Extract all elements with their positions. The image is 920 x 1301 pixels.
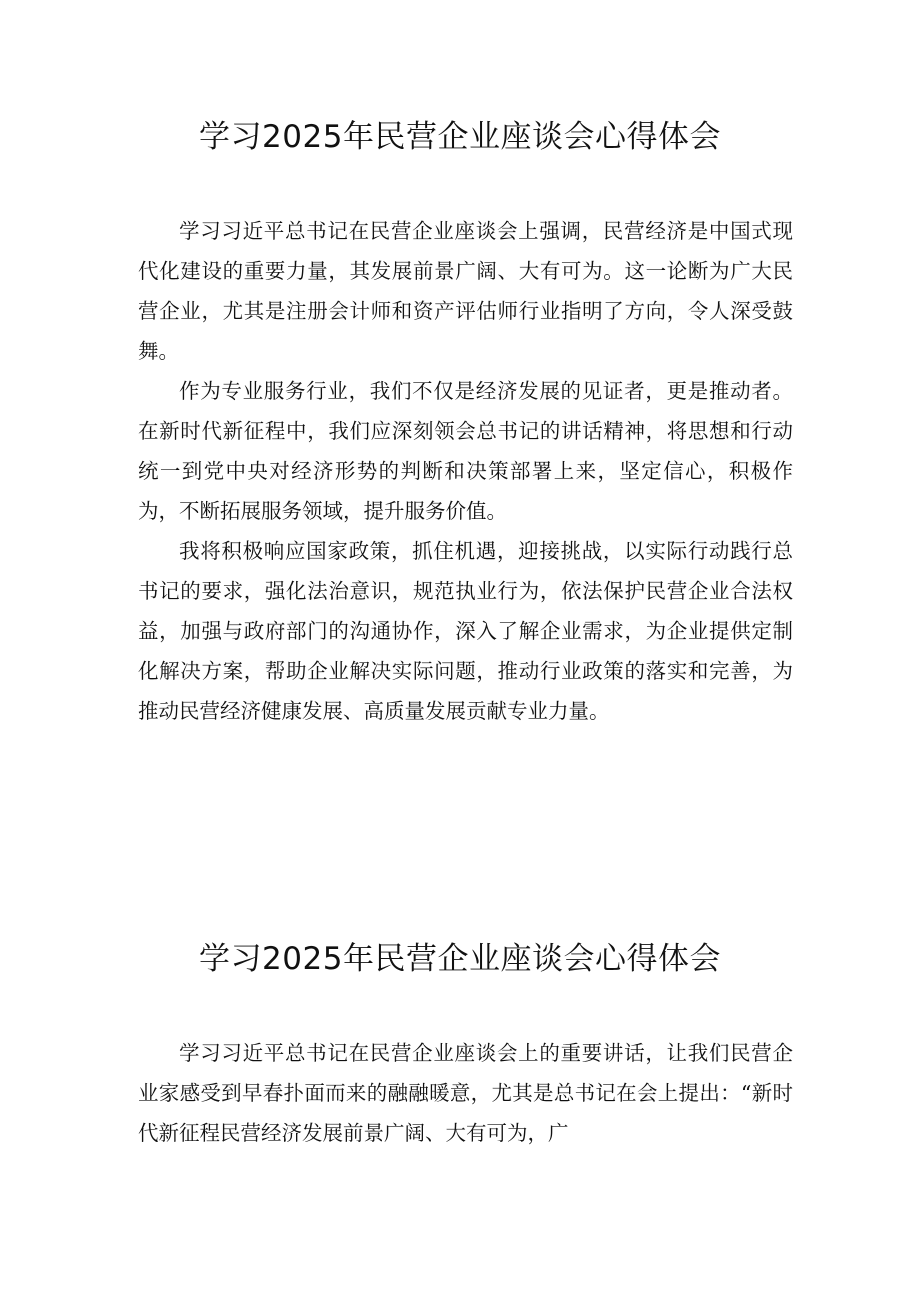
article-title: 学习2025年民营企业座谈会心得体会 — [199, 941, 721, 977]
article-body — [138, 211, 793, 731]
paragraph: 学习习近平总书记在民营企业座谈会上强调，民营经济是中国式现代化建设的重要力量，其发展前景广阔、大有可为。这一论断为广大民营企业，尤其是注册会计师和资产评估师行业指明了方向，令人深受鼓舞。 — [138, 219, 793, 363]
paragraph: 我将积极响应国家政策，抓住机遇，迎接挑战，以实际行动践行总书记的要求，强化法治意识，规范执业行为，依法保护民营企业合法权益，加强与政府部门的沟通协作，深入了解企业需求，为企业提供定制化解决方案，帮助企业解决实际问题，推动行业政策的落实和完善，为推动民营经济健康发展、高质量发展贡献专业力量。 — [138, 539, 793, 723]
article-body — [138, 1033, 793, 1153]
paragraph: 作为专业服务行业，我们不仅是经济发展的见证者，更是推动者。在新时代新征程中，我们应深刻领会总书记的讲话精神，将思想和行动统一到党中央对经济形势的判断和决策部署上来，坚定信心，积极作为，不断拓展服务领域，提升服务价值。 — [138, 379, 793, 523]
paragraph: 学习习近平总书记在民营企业座谈会上的重要讲话，让我们民营企业家感受到早春扑面而来的融融暖意，尤其是总书记在会上提出：“新时代新征程民营经济发展前景广阔、大有可为，广 — [138, 1041, 793, 1145]
article-title: 学习2025年民营企业座谈会心得体会 — [199, 119, 721, 155]
